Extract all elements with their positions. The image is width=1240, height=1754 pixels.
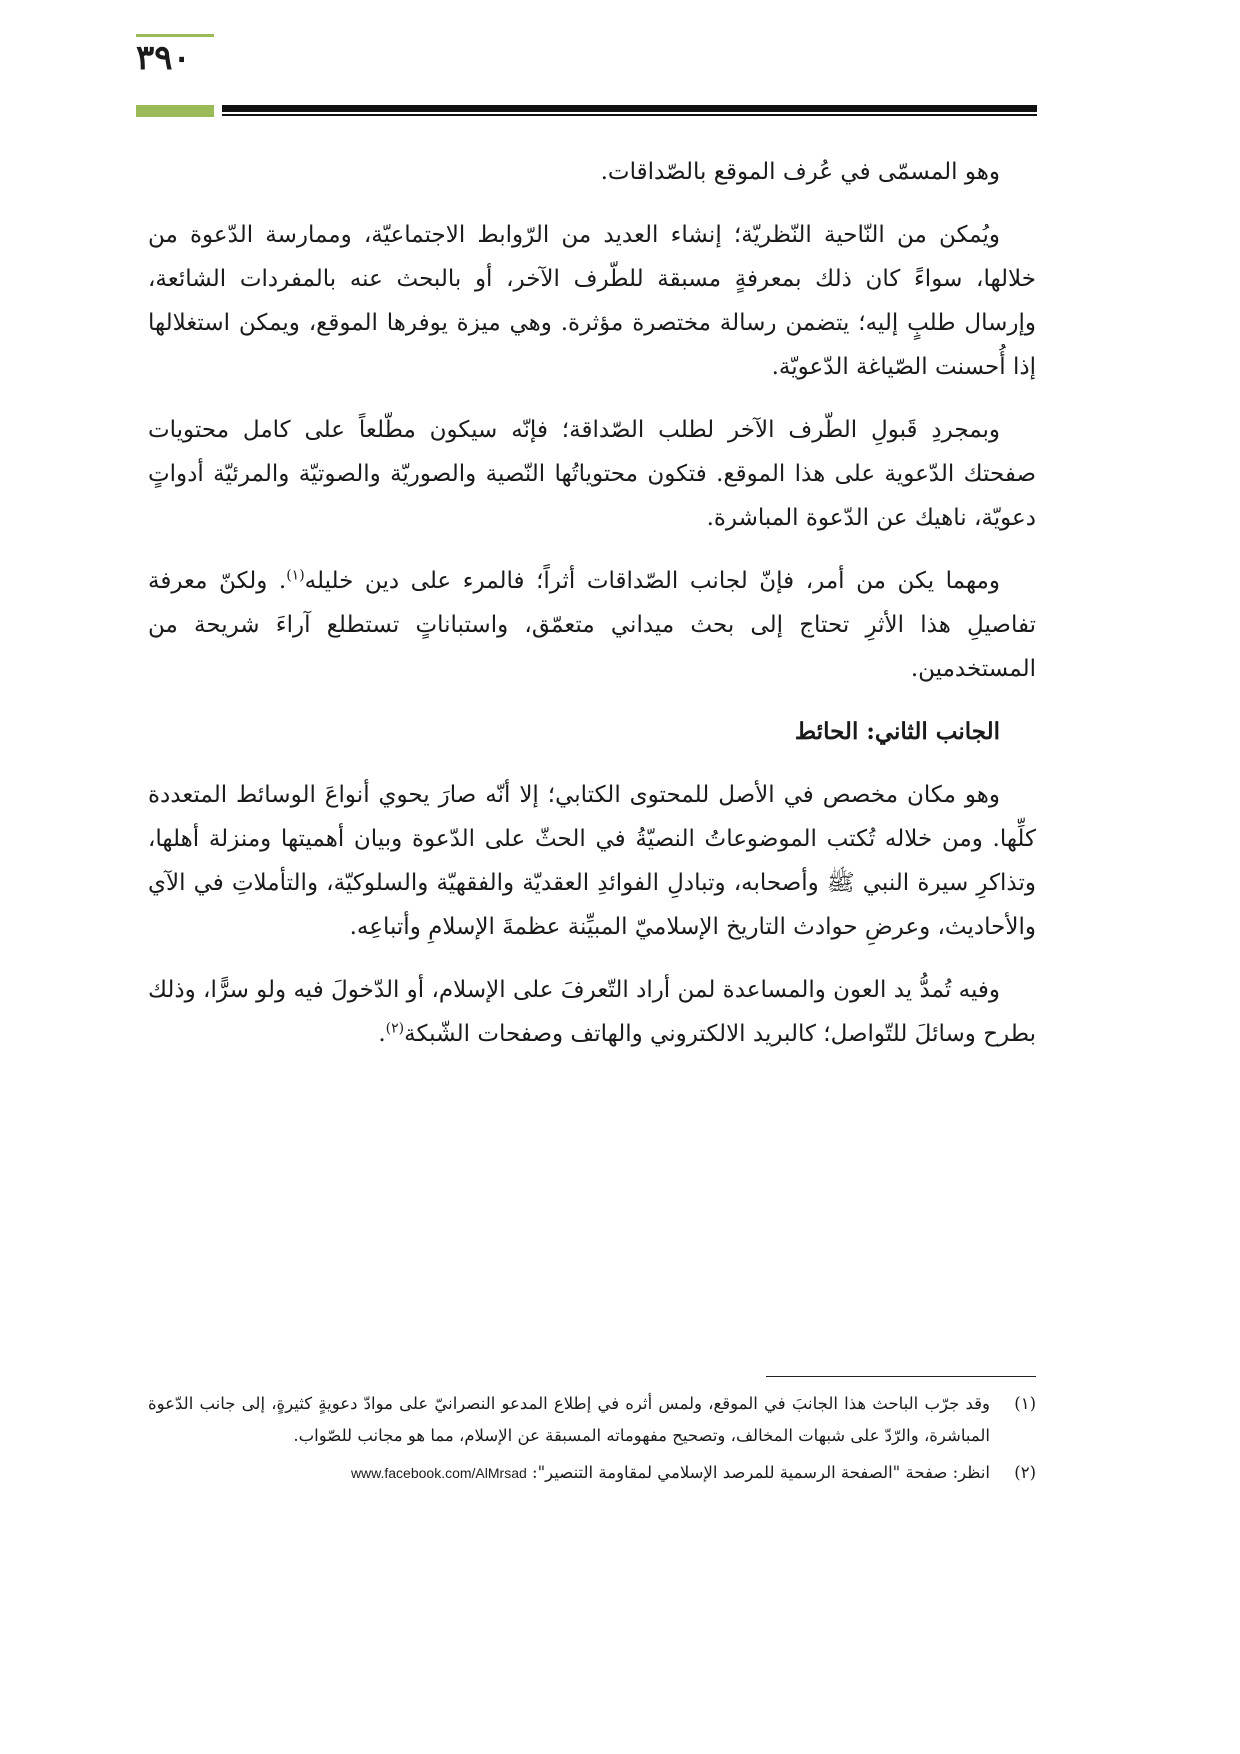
footnote-ref-1[interactable]: (١) (286, 567, 305, 584)
paragraph-4 (148, 559, 1036, 691)
footnotes (148, 1388, 1036, 1494)
paragraph-6-end: . (378, 1021, 386, 1047)
header-accent-line (136, 34, 214, 37)
paragraph-3: وبمجردِ قَبولِ الطّرف الآخر لطلب الصّداقة؛ فإنّه سيكون مطّلعاً على كامل محتويات صفحتك الدّعوية على هذا الموقع. فتكون محتوياتُها النّصية والصوريّة والصوتيّة والمرئيّة أدواتٍ دعويّة، ناهيك عن الدّعوة المباشرة. (148, 417, 1036, 531)
section-heading: الجانب الثاني: الحائط (794, 718, 1000, 745)
paragraph-2: ويُمكن من النّاحية النّظريّة؛ إنشاء العديد من الرّوابط الاجتماعيّة، وممارسة الدّعوة من خلالها، سواءً كان ذلك بمعرفةٍ مسبقة للطّرف الآخر، أو بالبحث عنه بالمفردات الشائعة، وإرسال طلبٍ إليه؛ يتضمن رسالة مختصرة مؤثرة. وهي ميزة يوفرها الموقع، ويمكن استغلالها إذا أُحسنت الصّياغة الدّعويّة. (148, 222, 1036, 380)
header-green-block (136, 105, 214, 117)
footnote-separator (766, 1376, 1036, 1377)
footnote-2 (148, 1457, 1036, 1489)
paragraph-1: وهو المسمّى في عُرف الموقع بالصّداقات. (600, 159, 1000, 185)
paragraph-4-text: ومهما يكن من أمر، فإنّ لجانب الصّداقات أثراً؛ فالمرء على دين خليله (304, 568, 1000, 594)
page-number: ٣٩٠ (136, 38, 191, 78)
footnote-2-url[interactable]: www.facebook.com/AlMrsad (350, 1465, 527, 1481)
footnote-2-text: انظر: صفحة "الصفحة الرسمية للمرصد الإسلامي لمقاومة التنصير": (532, 1463, 990, 1482)
footnote-2-number: (٢) (1014, 1463, 1036, 1482)
paragraph-6 (148, 968, 1036, 1056)
footnote-1 (148, 1388, 1036, 1452)
main-text (148, 150, 1036, 1075)
header-rule-thick (222, 105, 1037, 112)
footnote-1-text: وقد جرّب الباحث هذا الجانبَ في الموقع، ولمس أثره في إطلاع المدعو النصرانيّ على موادّ دعويةٍ كثيرةٍ، إلى جانب الدّعوة المباشرة، والرّدّ على شبهات المخالف، وتصحيح مفهوماته المسبقة عن الإسلام، مما هو مجانب للصّواب. (148, 1394, 990, 1445)
footnote-1-number: (١) (1014, 1394, 1036, 1413)
footnote-ref-2[interactable]: (٢) (385, 1020, 405, 1037)
paragraph-5: وهو مكان مخصص في الأصل للمحتوى الكتابي؛ إلا أنّه صارَ يحوي أنواعَ الوسائط المتعددة كلِّها. ومن خلاله تُكتب الموضوعاتُ النصيّةُ في الحثّ على الدّعوة وبيان أهميتها ومنزلة أهلها، وتذاكرِ سيرة النبي ﷺ وأصحابه، وتبادلِ الفوائدِ العقديّة والفقهيّة والسلوكيّة، والتأملاتِ في الآي والأحاديث، وعرضِ حوادث التاريخ الإسلاميّ المبيِّنة عظمةَ الإسلامِ وأتباعِه. (148, 782, 1036, 940)
header-rule-thin (222, 114, 1037, 116)
paragraph-6-text: وفيه تُمدُّ يد العون والمساعدة لمن أراد التّعرفَ على الإسلام، أو الدّخولَ فيه ولو سرًّا، وذلك بطرح وسائلَ للتّواصل؛ كالبريد الالكتروني والهاتف وصفحات الشّبكة (148, 977, 1036, 1047)
paragraph-4-rest: . ولكنّ معرفة تفاصيلِ هذا الأثرِ تحتاج إلى بحث ميداني متعمّق، واستباناتٍ تستطلع آراءَ شريحة من المستخدمين. (148, 568, 1036, 682)
